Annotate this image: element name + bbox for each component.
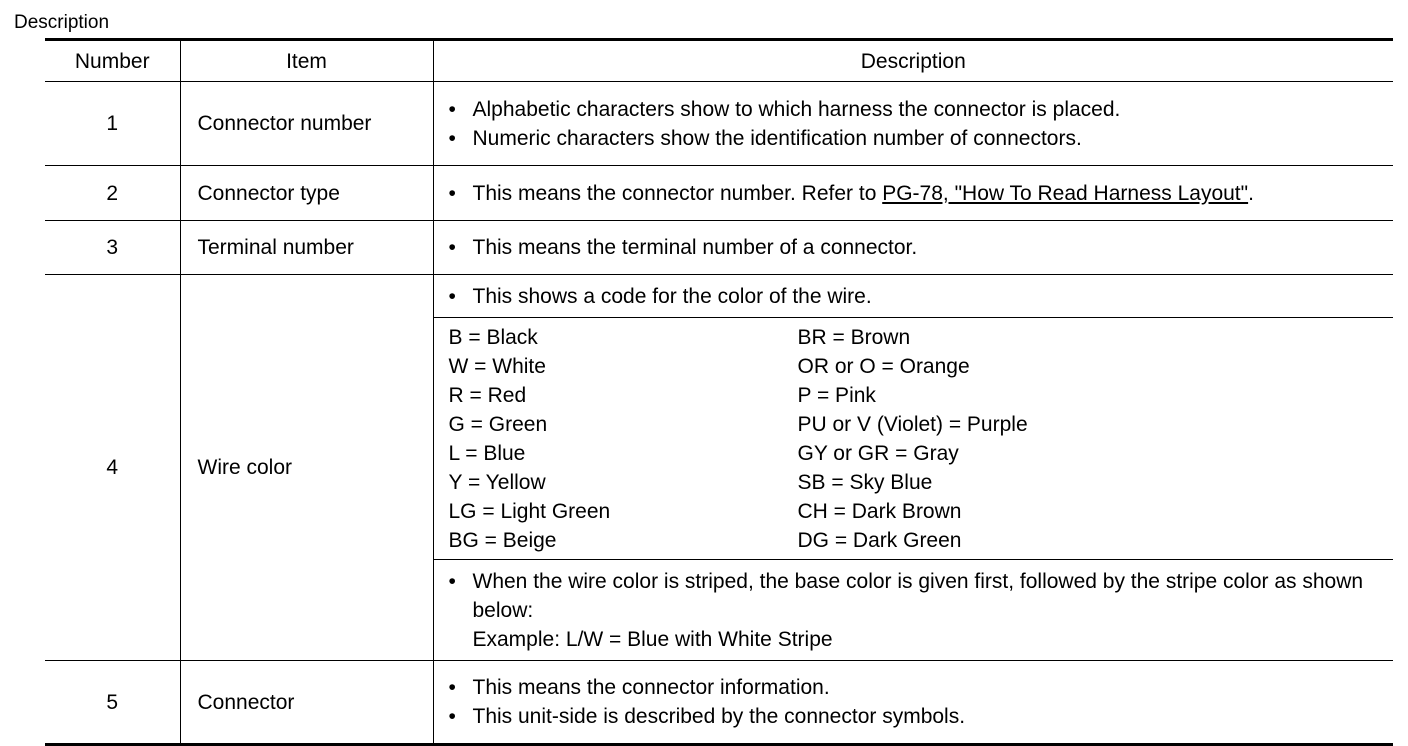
color-code-right: P = Pink bbox=[797, 383, 876, 407]
row-item: Connector number bbox=[180, 82, 433, 166]
color-code-left: R = Red bbox=[448, 383, 527, 407]
table-row bbox=[45, 166, 1393, 221]
row-number: 5 bbox=[45, 661, 180, 745]
harness-layout-link[interactable]: PG-78, "How To Read Harness Layout" bbox=[882, 181, 1249, 205]
header-item: Item bbox=[180, 40, 433, 82]
row-description bbox=[433, 275, 1393, 318]
bullet-text: This shows a code for the color of the wire. bbox=[472, 284, 872, 308]
bullet-line bbox=[449, 282, 1382, 311]
row-description bbox=[433, 82, 1393, 166]
row-description bbox=[433, 661, 1393, 745]
bullet-dot: • bbox=[448, 181, 456, 205]
bullet-line bbox=[449, 124, 1382, 153]
table-row bbox=[45, 661, 1393, 745]
bullet-text: Alphabetic characters show to which harness the connector is placed. bbox=[472, 97, 1121, 121]
bullet-dot: • bbox=[448, 236, 456, 259]
bullet-text: Numeric characters show the identification number of connectors. bbox=[472, 126, 1082, 150]
stripe-example: Example: L/W = Blue with White Stripe bbox=[472, 627, 833, 651]
bullet-line bbox=[449, 673, 1382, 702]
stripe-description: When the wire color is striped, the base color is given first, followed by the stripe color as shown below: bbox=[472, 569, 1364, 622]
bullet-text: This means the connector information. bbox=[472, 676, 830, 699]
description-table bbox=[45, 38, 1393, 746]
color-code-right: PU or V (Violet) = Purple bbox=[797, 412, 1028, 436]
color-code-left: W = White bbox=[448, 354, 546, 378]
color-code-right: SB = Sky Blue bbox=[797, 470, 933, 494]
color-code-cell bbox=[433, 318, 1393, 560]
bullet-prefix: This means the connector number. Refer to bbox=[472, 181, 883, 205]
color-code-right: OR or O = Orange bbox=[797, 354, 970, 378]
color-code-left: B = Black bbox=[448, 325, 538, 349]
bullet-text bbox=[473, 567, 1382, 654]
row-description bbox=[433, 221, 1393, 275]
color-code-grid bbox=[449, 323, 1382, 555]
color-code-left: LG = Light Green bbox=[448, 499, 611, 523]
row-item: Terminal number bbox=[180, 221, 433, 275]
row-item: Connector bbox=[180, 661, 433, 745]
bullet-line bbox=[449, 179, 1382, 208]
row-number: 2 bbox=[45, 166, 180, 221]
row-description bbox=[433, 166, 1393, 221]
color-code-left: L = Blue bbox=[448, 441, 526, 465]
row-item: Wire color bbox=[180, 275, 433, 661]
color-code-right: GY or GR = Gray bbox=[797, 441, 959, 465]
section-title: Description bbox=[14, 12, 110, 33]
row-item: Connector type bbox=[180, 166, 433, 221]
header-number: Number bbox=[45, 40, 180, 82]
row-number: 3 bbox=[45, 221, 180, 275]
bullet-line bbox=[449, 702, 1382, 731]
table-row bbox=[45, 221, 1393, 275]
bullet-text: This unit-side is described by the connector symbols. bbox=[472, 705, 966, 728]
bullet-text: This means the terminal number of a connector. bbox=[472, 236, 918, 259]
bullet-line bbox=[449, 567, 1382, 654]
color-code-right: CH = Dark Brown bbox=[797, 499, 962, 523]
bullet-line bbox=[449, 233, 1382, 262]
bullet-text bbox=[473, 179, 1382, 208]
table-row bbox=[45, 275, 1393, 318]
bullet-line bbox=[449, 95, 1382, 124]
color-code-left: Y = Yellow bbox=[448, 470, 546, 494]
bullet-dot: • bbox=[448, 676, 456, 699]
color-code-right: BR = Brown bbox=[797, 325, 911, 349]
table-header-row bbox=[45, 40, 1393, 82]
header-description: Description bbox=[433, 40, 1393, 82]
color-code-right: DG = Dark Green bbox=[797, 528, 962, 552]
row-number: 1 bbox=[45, 82, 180, 166]
row-description bbox=[433, 560, 1393, 661]
bullet-dot: • bbox=[448, 569, 456, 593]
color-code-left: BG = Beige bbox=[448, 528, 557, 552]
bullet-dot: • bbox=[448, 705, 456, 728]
bullet-dot: • bbox=[448, 97, 456, 121]
bullet-dot: • bbox=[448, 284, 456, 308]
row-number: 4 bbox=[45, 275, 180, 661]
bullet-suffix: . bbox=[1248, 181, 1254, 205]
bullet-dot: • bbox=[448, 126, 456, 150]
color-code-left: G = Green bbox=[448, 412, 548, 436]
table-row bbox=[45, 82, 1393, 166]
